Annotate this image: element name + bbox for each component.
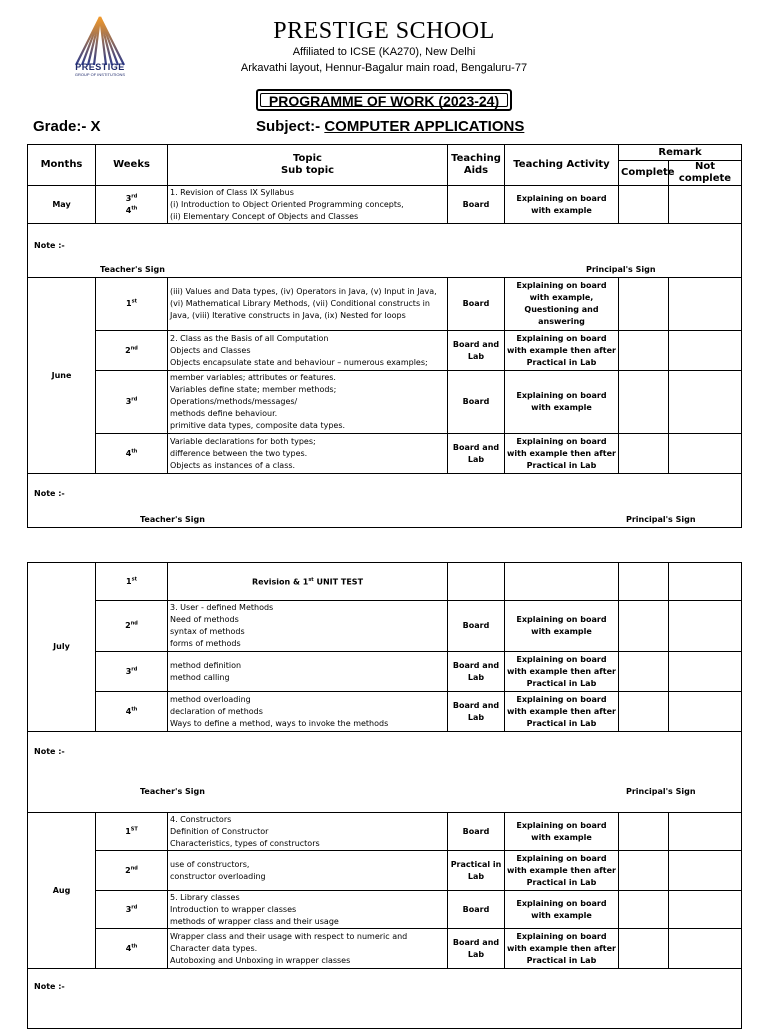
note-cell[interactable] xyxy=(28,969,742,1029)
aid-cell: Board and Lab xyxy=(448,434,505,474)
header-aids-line1: Teaching xyxy=(451,153,501,164)
week-cell: 4th xyxy=(96,434,168,474)
week-cell: 4th xyxy=(96,692,168,732)
teacher-sign: Teacher's Sign xyxy=(140,787,205,796)
grade-label: Grade:- X xyxy=(33,118,101,135)
week-cell: 1ST xyxy=(96,813,168,851)
subject-name: COMPUTER APPLICATIONS xyxy=(324,118,525,135)
aid-cell: Board xyxy=(448,813,505,851)
complete-cell[interactable] xyxy=(619,371,669,434)
complete-cell[interactable] xyxy=(619,891,669,929)
topic-cell: Wrapper class and their usage with respect to numeric and Character data types. Autoboxing and Unboxing in wrapper classes xyxy=(168,929,448,969)
table-row xyxy=(28,278,742,331)
programme-title-box xyxy=(256,89,512,111)
topic-cell: method overloading declaration of methods Ways to define a method, ways to invoke the methods xyxy=(168,692,448,732)
not-complete-cell[interactable] xyxy=(669,652,742,692)
aid-cell: Board and Lab xyxy=(448,929,505,969)
activity-cell: Explaining on board with example xyxy=(505,813,619,851)
table-row xyxy=(28,851,742,891)
complete-cell[interactable] xyxy=(619,652,669,692)
not-complete-cell[interactable] xyxy=(669,186,742,224)
week-cell: 3rd xyxy=(96,891,168,929)
week-cell: 2nd xyxy=(96,601,168,652)
month-cell: June xyxy=(28,278,96,474)
principal-sign: Principal's Sign xyxy=(626,515,696,524)
aid-cell: Board and Lab xyxy=(448,652,505,692)
week-cell: 3rd 4th xyxy=(96,186,168,224)
header-remark: Remark xyxy=(619,145,742,161)
programme-title: PROGRAMME OF WORK (2023-24) xyxy=(268,93,500,109)
table-row xyxy=(28,652,742,692)
complete-cell[interactable] xyxy=(619,331,669,371)
topic-cell: use of constructors, constructor overloading xyxy=(168,851,448,891)
activity-cell: Explaining on board with example then after Practical in Lab xyxy=(505,434,619,474)
month-cell: Aug xyxy=(28,813,96,969)
header-topic-label: Topic xyxy=(293,153,322,164)
not-complete-cell[interactable] xyxy=(669,929,742,969)
header-subtopic-label: Sub topic xyxy=(280,165,335,176)
header-aids-line2: Aids xyxy=(463,165,489,176)
note-cell[interactable] xyxy=(28,474,742,528)
activity-cell: Explaining on board with example then after Practical in Lab xyxy=(505,929,619,969)
principal-sign: Principal's Sign xyxy=(586,265,656,274)
table-row xyxy=(28,371,742,434)
aid-cell: Board and Lab xyxy=(448,331,505,371)
aid-cell: Board xyxy=(448,371,505,434)
note-cell[interactable] xyxy=(28,732,742,813)
teacher-sign: Teacher's Sign xyxy=(140,515,205,524)
not-complete-cell[interactable] xyxy=(669,601,742,652)
note-label: Note :- xyxy=(34,241,65,250)
table-row xyxy=(28,186,742,224)
aid-cell xyxy=(448,563,505,601)
week-cell: 2nd xyxy=(96,331,168,371)
topic-cell: 5. Library classes Introduction to wrapper classes methods of wrapper class and their usage xyxy=(168,891,448,929)
note-label: Note :- xyxy=(34,982,65,991)
activity-cell: Explaining on board with example then after Practical in Lab xyxy=(505,851,619,891)
affiliation: Affiliated to ICSE (KA270), New Delhi xyxy=(292,46,476,58)
table-row xyxy=(28,929,742,969)
not-complete-cell[interactable] xyxy=(669,278,742,331)
week-cell: 3rd xyxy=(96,371,168,434)
not-complete-cell[interactable] xyxy=(669,813,742,851)
month-cell: May xyxy=(28,186,96,224)
header-teaching-activity: Teaching Activity xyxy=(505,145,619,186)
table-row xyxy=(28,813,742,851)
not-complete-cell[interactable] xyxy=(669,851,742,891)
complete-cell[interactable] xyxy=(619,563,669,601)
complete-cell[interactable] xyxy=(619,813,669,851)
aid-cell: Board xyxy=(448,278,505,331)
header-complete: Complete xyxy=(619,161,669,186)
activity-cell: Explaining on board with example xyxy=(505,601,619,652)
topic-cell: (iii) Values and Data types, (iv) Operators in Java, (v) Input in Java, (vi) Mathematical Library Methods, (vii) Conditional constructs in Java, (viii) Iterative constructs in Java, (ix) Nested for loops xyxy=(168,278,448,331)
work-table-1 xyxy=(27,144,742,528)
note-row xyxy=(28,474,742,528)
activity-cell: Explaining on board with example xyxy=(505,891,619,929)
table-row xyxy=(28,563,742,601)
not-complete-cell[interactable] xyxy=(669,891,742,929)
activity-cell: Explaining on board with example then after Practical in Lab xyxy=(505,652,619,692)
complete-cell[interactable] xyxy=(619,929,669,969)
aid-cell: Board xyxy=(448,186,505,224)
activity-cell: Explaining on board with example, Questioning and answering xyxy=(505,278,619,331)
topic-cell: 1. Revision of Class IX Syllabus (i) Introduction to Object Oriented Programming concepts, (ii) Elementary Concept of Objects and Classes xyxy=(168,186,448,224)
topic-cell: Revision & 1st UNIT TEST xyxy=(168,563,448,601)
note-label: Note :- xyxy=(34,747,65,756)
not-complete-cell[interactable] xyxy=(669,563,742,601)
week-cell: 1st xyxy=(96,278,168,331)
complete-cell[interactable] xyxy=(619,186,669,224)
aid-cell: Board xyxy=(448,601,505,652)
header-not-complete: Not complete xyxy=(669,161,742,186)
logo-wordmark: PRESTIGE xyxy=(75,62,125,72)
aid-cell: Practical in Lab xyxy=(448,851,505,891)
page-header xyxy=(0,0,768,90)
topic-cell: Variable declarations for both types; difference between the two types. Objects as instances of a class. xyxy=(168,434,448,474)
complete-cell[interactable] xyxy=(619,851,669,891)
not-complete-cell[interactable] xyxy=(669,331,742,371)
complete-cell[interactable] xyxy=(619,434,669,474)
teacher-sign: Teacher's Sign xyxy=(100,265,165,274)
header-topic xyxy=(168,145,448,186)
school-name: PRESTIGE SCHOOL xyxy=(273,18,495,44)
not-complete-cell[interactable] xyxy=(669,371,742,434)
table-row xyxy=(28,434,742,474)
note-row xyxy=(28,732,742,813)
topic-cell: 2. Class as the Basis of all Computation Objects and Classes Objects encapsulate state and behaviour – numerous examples; xyxy=(168,331,448,371)
activity-cell: Explaining on board with example xyxy=(505,371,619,434)
week-cell: 1st xyxy=(96,563,168,601)
subject-prefix: Subject:- xyxy=(256,118,325,135)
topic-cell: 3. User - defined Methods Need of methods syntax of methods forms of methods xyxy=(168,601,448,652)
not-complete-cell[interactable] xyxy=(669,692,742,732)
week-cell: 4th xyxy=(96,929,168,969)
activity-cell: Explaining on board with example then after Practical in Lab xyxy=(505,692,619,732)
complete-cell[interactable] xyxy=(619,278,669,331)
not-complete-cell[interactable] xyxy=(669,434,742,474)
note-cell[interactable] xyxy=(28,224,742,278)
work-table-2 xyxy=(27,562,742,1029)
header-months: Months xyxy=(28,145,96,186)
table-row xyxy=(28,601,742,652)
principal-sign: Principal's Sign xyxy=(626,787,696,796)
note-row xyxy=(28,969,742,1029)
table-row xyxy=(28,891,742,929)
logo-tagline: GROUP OF INSTITUTIONS xyxy=(74,72,126,77)
header-teaching-aids xyxy=(448,145,505,186)
aid-cell: Board xyxy=(448,891,505,929)
subject-label xyxy=(256,118,524,135)
address: Arkavathi layout, Hennur-Bagalur main road, Bengaluru-77 xyxy=(240,62,528,74)
week-cell: 2nd xyxy=(96,851,168,891)
table-row xyxy=(28,331,742,371)
activity-cell xyxy=(505,563,619,601)
activity-cell: Explaining on board with example then after Practical in Lab xyxy=(505,331,619,371)
topic-cell: member variables; attributes or features. Variables define state; member methods; Operations/methods/messages/ methods define behaviour. primitive data types, composite data types. xyxy=(168,371,448,434)
aid-cell: Board and Lab xyxy=(448,692,505,732)
note-label: Note :- xyxy=(34,489,65,498)
complete-cell[interactable] xyxy=(619,601,669,652)
complete-cell[interactable] xyxy=(619,692,669,732)
topic-cell: method definition method calling xyxy=(168,652,448,692)
week-cell: 3rd xyxy=(96,652,168,692)
month-cell: July xyxy=(28,563,96,732)
header-weeks: Weeks xyxy=(96,145,168,186)
topic-cell: 4. Constructors Definition of Constructor Characteristics, types of constructors xyxy=(168,813,448,851)
table-row xyxy=(28,692,742,732)
note-row xyxy=(28,224,742,278)
activity-cell: Explaining on board with example xyxy=(505,186,619,224)
